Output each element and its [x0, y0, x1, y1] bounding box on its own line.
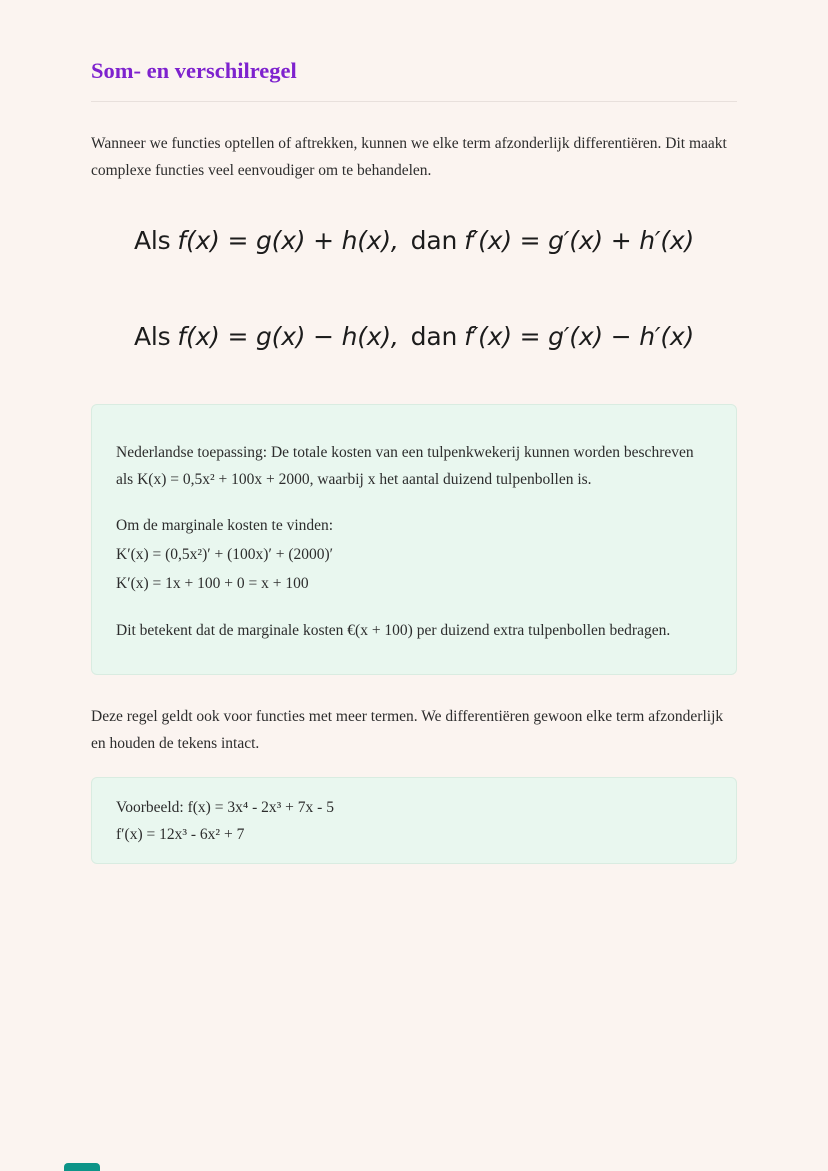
sum-rule-formula [91, 226, 737, 256]
steps-label: Om de marginale kosten te vinden: [116, 517, 334, 534]
formula-word-dan: dan [410, 322, 458, 351]
example-function: Voorbeeld: f(x) = 3x⁴ - 2x³ + 7x - 5 [116, 799, 334, 816]
application-callout [91, 404, 737, 675]
formula-word-dan: dan [410, 226, 458, 255]
difference-rule-rhs: f′(x) = g′(x) − h′(x) [464, 322, 695, 351]
difference-rule-formula [91, 322, 737, 352]
difference-rule-lhs: f(x) = g(x) − h(x), [177, 322, 399, 351]
formula-word-als: Als [133, 226, 171, 255]
next-section-peek [64, 1163, 100, 1171]
title-divider [91, 101, 737, 102]
application-conclusion: Dit betekent dat de marginale kosten €(x + 100) per duizend extra tulpenbollen bedragen. [116, 622, 671, 639]
page-title: Som- en verschilregel [91, 58, 297, 83]
example-derivative: f′(x) = 12x³ - 6x² + 7 [116, 826, 245, 843]
sum-rule-rhs: f′(x) = g′(x) + h′(x) [464, 226, 695, 255]
derivative-step-1: K′(x) = (0,5x²)′ + (100x)′ + (2000)′ [116, 546, 334, 563]
multi-term-paragraph: Deze regel geldt ook voor functies met meer termen. We differentiëren gewoon elke term afzonderlijk en houden de tekens intact. [91, 708, 724, 752]
derivative-step-2: K′(x) = 1x + 100 + 0 = x + 100 [116, 575, 309, 592]
content-column [91, 0, 737, 864]
application-intro-text: Nederlandse toepassing: De totale kosten van een tulpenkwekerij kunnen worden beschreven als K(x) = 0,5x² + 100x + 2000, waarbij x het aantal duizend tulpenbollen is. [116, 444, 694, 488]
application-steps [116, 511, 712, 598]
example-callout [91, 777, 737, 864]
formula-word-als: Als [133, 322, 171, 351]
intro-paragraph: Wanneer we functies optellen of aftrekken, kunnen we elke term afzonderlijk differentiëren. Dit maakt complexe functies veel eenvoudiger om te behandelen. [91, 135, 727, 179]
sum-rule-lhs: f(x) = g(x) + h(x), [177, 226, 399, 255]
